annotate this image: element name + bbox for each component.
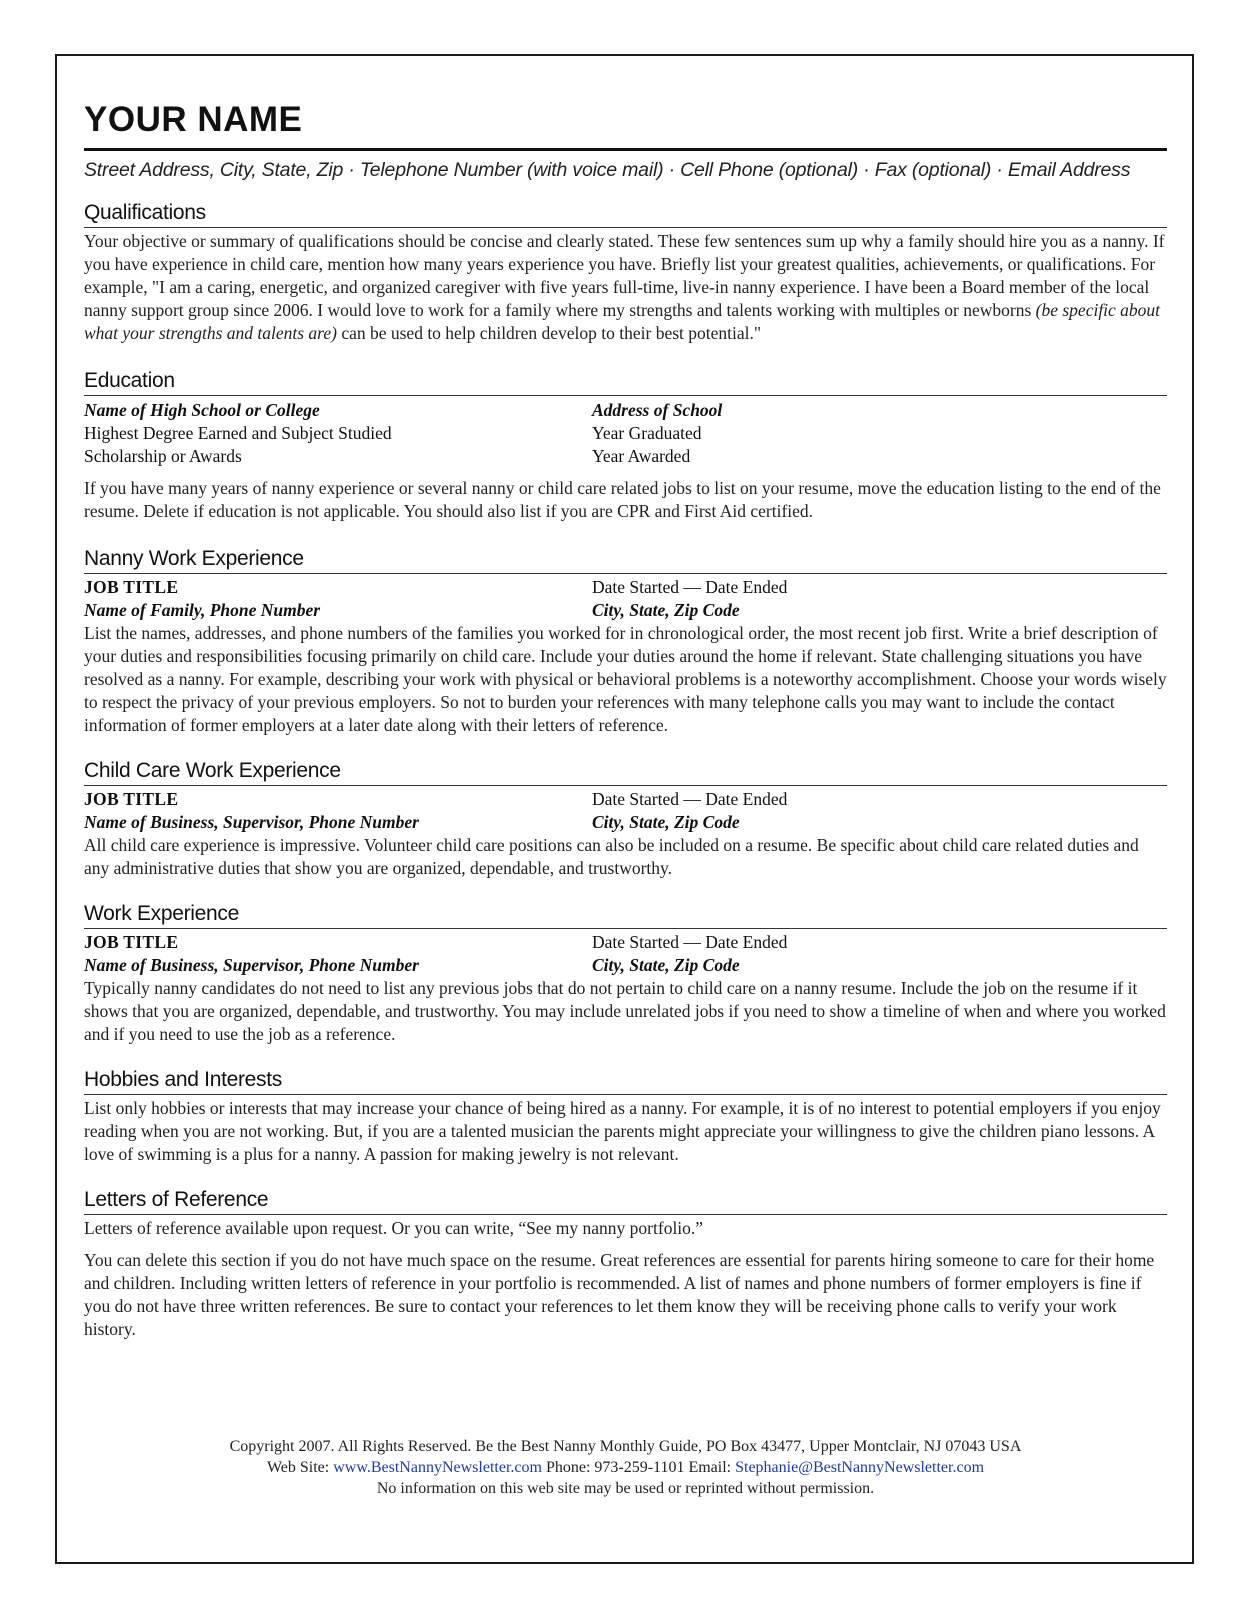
footer-copyright: Copyright 2007. All Rights Reserved. Be the Best Nanny Monthly Guide, PO Box 43477, Upper Montclair, NJ 07043 USA [229, 1438, 1022, 1455]
qualifications-section [84, 197, 1167, 345]
references-section [84, 1184, 1167, 1341]
section-divider [84, 928, 1167, 929]
footer [84, 1436, 1167, 1499]
job-location: City, State, Zip Code [592, 812, 740, 832]
section-title-references: Letters of Reference [84, 1188, 269, 1211]
education-section [84, 365, 1167, 523]
section-title-qualifications: Qualifications [84, 201, 206, 224]
footer-phone: Phone: 973-259-1101 Email: [541, 1459, 736, 1476]
section-divider [84, 1214, 1167, 1215]
job-title: JOB TITLE [84, 789, 179, 809]
job-title: JOB TITLE [84, 932, 179, 952]
year-awarded: Year Awarded [592, 446, 691, 466]
job-employer: Name of Business, Supervisor, Phone Number [84, 955, 419, 975]
nanny-experience-section [84, 543, 1167, 737]
school-name: Name of High School or College [84, 400, 320, 420]
section-divider [84, 395, 1167, 396]
section-title-work-experience: Work Experience [84, 902, 240, 925]
education-note: If you have many years of nanny experience or several nanny or child care related jobs to list on your resume, move the education listing to the end of the resume. Delete if education is not applicable. You should also list if you are CPR and First Aid certified. [84, 478, 1161, 521]
resume-content [84, 97, 1167, 1341]
section-title-childcare-experience: Child Care Work Experience [84, 759, 341, 782]
footer-notice: No information on this web site may be used or reprinted without permission. [376, 1480, 875, 1497]
job-employer: Name of Business, Supervisor, Phone Number [84, 812, 419, 832]
contact-line: Street Address, City, State, Zip · Telephone Number (with voice mail) · Cell Phone (optional) · Fax (optional) · Email Address [84, 159, 1131, 181]
job-dates: Date Started — Date Ended [592, 932, 788, 952]
website-link[interactable]: www.BestNannyNewsletter.com [333, 1459, 542, 1476]
job-location: City, State, Zip Code [592, 600, 740, 620]
childcare-experience-section [84, 755, 1167, 880]
hobbies-section [84, 1064, 1167, 1166]
email-link[interactable]: Stephanie@BestNannyNewsletter.com [735, 1459, 985, 1476]
education-row [84, 422, 1167, 445]
job-dates: Date Started — Date Ended [592, 577, 788, 597]
job-description: Typically nanny candidates do not need to list any previous jobs that do not pertain to child care on a nanny resume. Include the job on the resume if it shows that you are organized, dependable, and trustworthy. You may include unrelated jobs if you need to show a timeline of when and where you worked and if you need to use the job as a reference. [84, 978, 1166, 1044]
job-location: City, State, Zip Code [592, 955, 740, 975]
job-description: All child care experience is impressive. Volunteer child care positions can also be included on a resume. Be specific about child care related duties and any administrative duties that show you are organized, dependable, and trustworthy. [84, 835, 1139, 878]
references-note: You can delete this section if you do not have much space on the resume. Great references are essential for parents hiring someone to care for their home and children. Including written letters of reference in your portfolio is recommended. A list of names and phone numbers of former employers is fine if you do not have three written references. Be sure to contact your references to let them know they will be receiving phone calls to verify your work history. [84, 1250, 1155, 1339]
job-employer: Name of Family, Phone Number [84, 600, 321, 620]
footer-contact [84, 1457, 1167, 1478]
hobbies-text: List only hobbies or interests that may increase your chance of being hired as a nanny. For example, it is of no interest to potential employers if you enjoy reading when you are not working. But, if you are a talented musician the parents might appreciate your willingness to give the children piano lessons. A love of swimming is a plus for a nanny. A passion for making jewelry is not relevant. [84, 1098, 1161, 1164]
footer-website-label: Web Site: [266, 1459, 334, 1476]
section-divider [84, 785, 1167, 786]
job-description: List the names, addresses, and phone numbers of the families you worked for in chronological order, the most recent job first. Write a brief description of your duties and responsibilities focusing primarily on child care. Include your duties around the home if relevant. State challenging situations you have resolved as a nanny. For example, describing your work with physical or behavioral problems is a noteworthy accomplishment. Choose your words wisely to respect the privacy of your previous employers. So not to burden your references with many telephone calls you may want to include the contact information of former employers at a later date along with their letters of reference. [84, 623, 1167, 735]
section-title-education: Education [84, 369, 175, 392]
section-divider [84, 573, 1167, 574]
section-divider [84, 227, 1167, 228]
scholarship: Scholarship or Awards [84, 446, 242, 466]
job-header-row [84, 931, 1167, 954]
job-employer-row [84, 811, 1167, 834]
education-row [84, 445, 1167, 468]
work-experience-section [84, 898, 1167, 1046]
references-line: Letters of reference available upon request. Or you can write, “See my nanny portfolio.” [84, 1218, 704, 1238]
job-header-row [84, 576, 1167, 599]
section-title-hobbies: Hobbies and Interests [84, 1068, 282, 1091]
education-row [84, 399, 1167, 422]
name-divider [84, 148, 1167, 151]
job-header-row [84, 788, 1167, 811]
section-title-nanny-experience: Nanny Work Experience [84, 547, 304, 570]
qualifications-italic-note: (be specific about what your strengths and talents are) [84, 300, 1161, 343]
degree: Highest Degree Earned and Subject Studied [84, 423, 392, 443]
school-address: Address of School [592, 400, 723, 420]
section-divider [84, 1094, 1167, 1095]
resume-name: YOUR NAME [84, 100, 303, 139]
job-title: JOB TITLE [84, 577, 179, 597]
job-employer-row [84, 599, 1167, 622]
year-graduated: Year Graduated [592, 423, 702, 443]
qualifications-text [84, 230, 1167, 345]
qualifications-text-part: Your objective or summary of qualifications should be concise and clearly stated. These few sentences sum up why a family should hire you as a nanny. If you have experience in child care, mention how many years experience you have. Briefly list your greatest qualities, achievements, or qualifications. For example, "I am a caring, energetic, and organized caregiver with five years full-time, live-in nanny experience. I have been a Board member of the local nanny support group since 2006. I would love to work for a family where my strengths and talents working with multiples or newborns [84, 231, 1165, 320]
qualifications-text-end: can be used to help children develop to their best potential." [336, 323, 762, 343]
job-employer-row [84, 954, 1167, 977]
job-dates: Date Started — Date Ended [592, 789, 788, 809]
